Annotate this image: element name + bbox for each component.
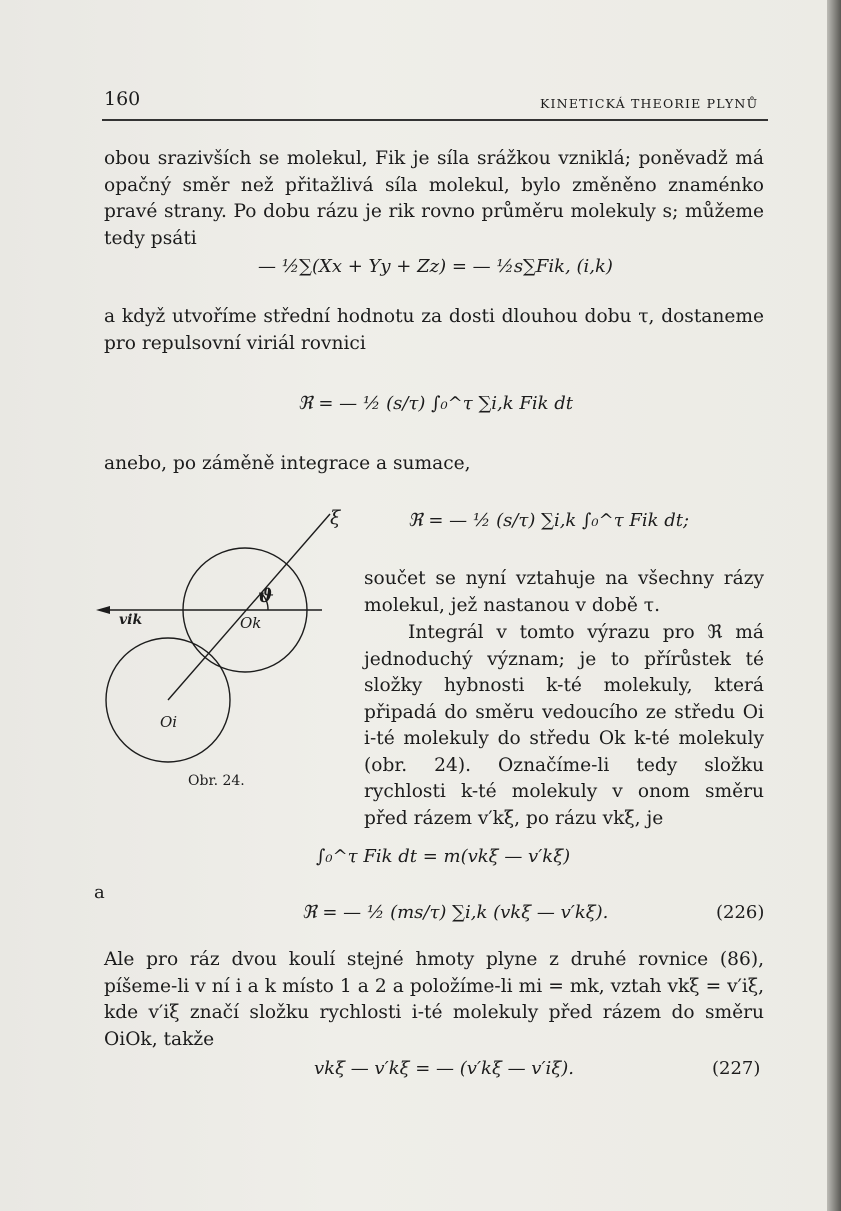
equation-momentum: ∫₀^τ Fik dt = m(vkξ — v′kξ) [316,846,571,867]
label-ok: Ok [240,614,262,632]
paragraph-2: a když utvoříme střední hodnotu za dosti dlouhou dobu τ, dostaneme pro repulsovní viriál rovnici [104,306,764,354]
running-head: KINETICKÁ THEORIE PLYNŮ [540,96,759,111]
paragraph-1: obou srazivších se molekul, Fik je síla srážkou vzniklá; poněvadž má opačný směr než přitažlivá síla molekul, bylo změněno znaménko pravé strany. Po dobu rázu je rik rovno průměru molekuly s; můžeme tedy psáti [104,148,764,249]
paragraph-3: anebo, po záměně integrace a sumace, [104,453,471,474]
equation-226: ℜ = — ½ (ms/τ) ∑i,k (vkξ — v′kξ). [302,902,609,923]
label-xi: ξ [330,508,341,529]
equation-number-227: (227) [712,1058,761,1079]
page-number: 160 [104,88,141,110]
equation-number-226: (226) [716,902,765,923]
equation-prefix-a: a [94,882,105,903]
label-theta: ϑ [258,586,274,607]
paragraph-5: Integrál v tomto výrazu pro ℜ má jednoduchý význam; je to přírůstek té složky hybnosti k-té molekuly, která připadá do směru vedoucího ze středu Oi i-té molekuly do středu Ok k-té molekuly (obr. 24). Označíme-li tedy složku rychlosti k-té molekuly v onom směru před rázem v′kξ, po rázu vkξ, je [364,622,764,829]
paragraph-4: součet se nyní vztahuje na všechny rázy molekul, jež nastanou v době τ. [364,568,764,616]
equation-virial-sum: — ½∑(Xx + Yy + Zz) = — ½s∑Fik, (i,k) [258,256,613,277]
figure-caption: Obr. 24. [188,773,245,789]
equation-227: vkξ — v′kξ = — (v′kξ — v′iξ). [314,1058,574,1079]
equation-repulsive-virial: ℜ = — ½ (s/τ) ∫₀^τ ∑i,k Fik dt [298,393,574,414]
paragraph-6: Ale pro ráz dvou koulí stejné hmoty plyne z druhé rovnice (86), píšeme-li v ní i a k místo 1 a 2 a položíme-li mi = mk, vztah vkξ = v′iξ, kde v′iξ značí složku rychlosti i-té molekuly před rázem do směru OiOk, takže [104,949,764,1050]
label-oi: Oi [160,713,178,731]
velocity-arrow-head [96,606,110,614]
equation-interchanged: ℜ = — ½ (s/τ) ∑i,k ∫₀^τ Fik dt; [408,510,690,531]
label-vik: vik [119,612,143,628]
